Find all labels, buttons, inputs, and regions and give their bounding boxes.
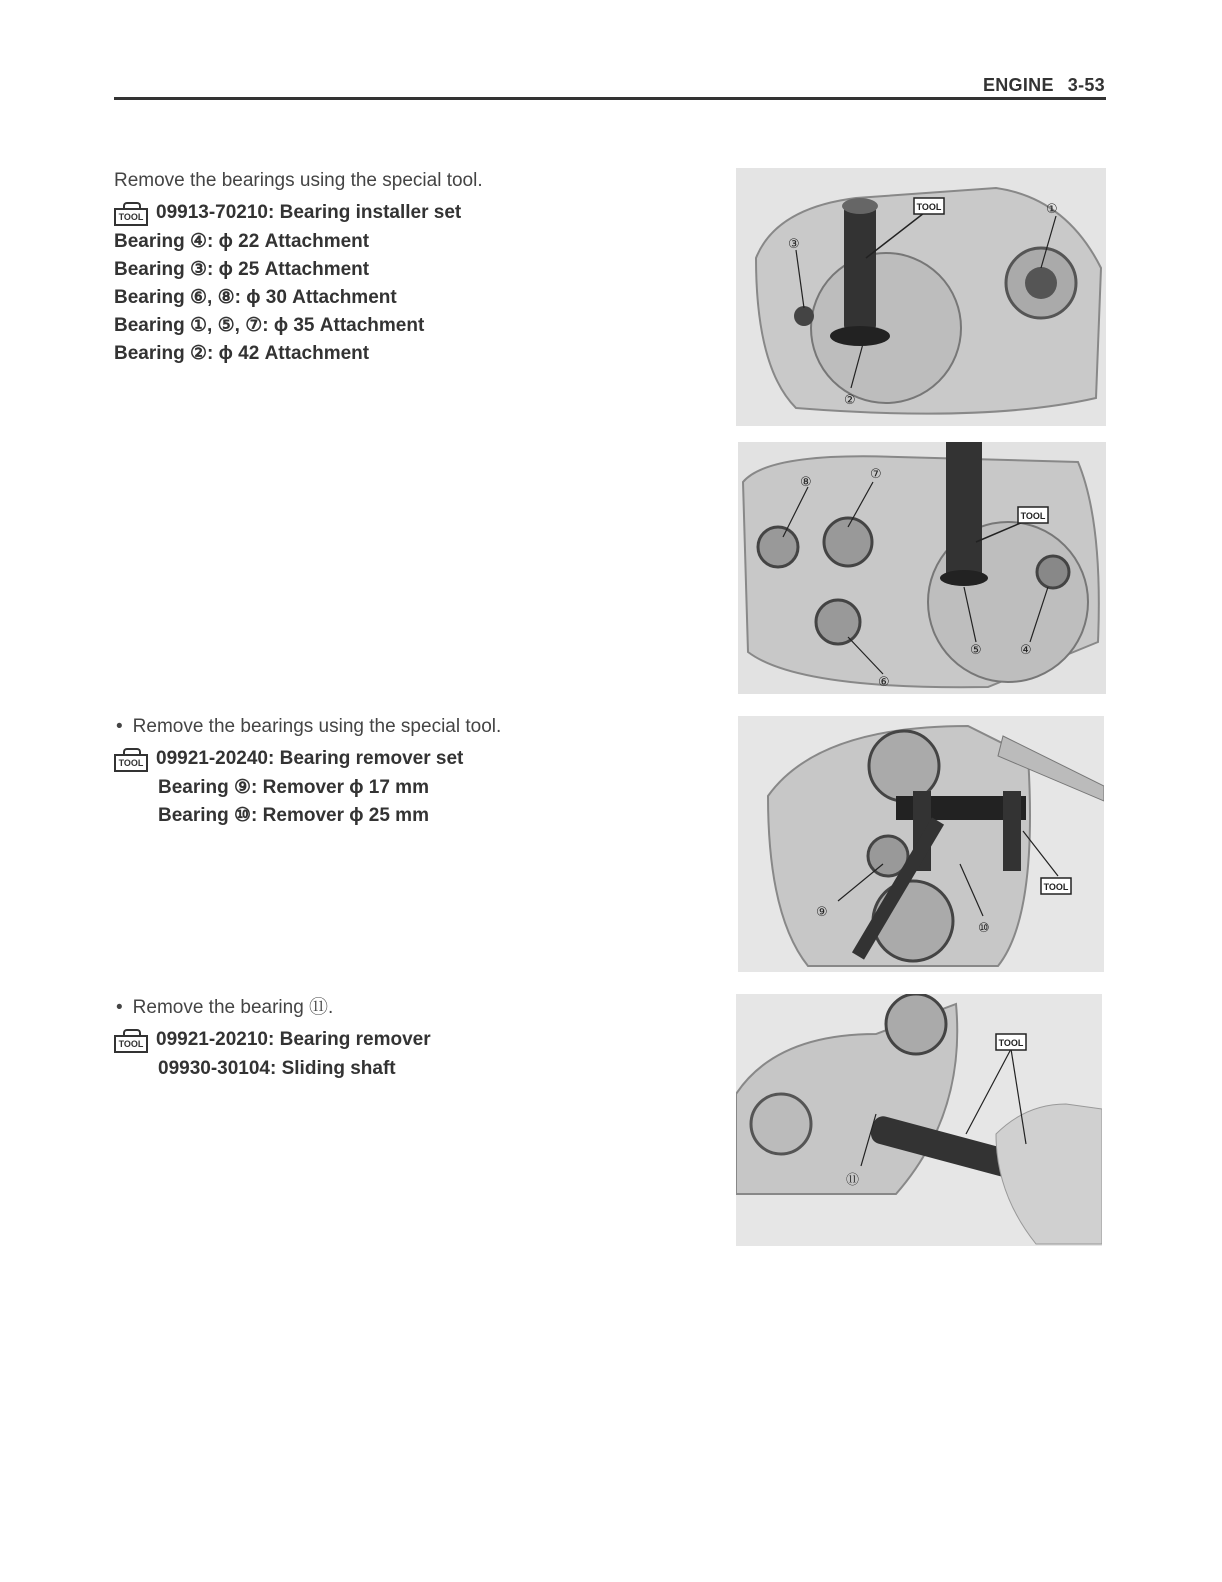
tool-icon: TOOL (114, 748, 148, 770)
header-rule (114, 97, 1106, 100)
bearing-line: Bearing ①, ⑤, ⑦: ϕ 35 Attachment (114, 315, 425, 336)
tool-name-2: 09930-30104: Sliding shaft (158, 1058, 396, 1079)
block-remover-set (114, 716, 501, 830)
tool-line (114, 748, 501, 770)
svg-text:TOOL: TOOL (998, 1038, 1024, 1048)
callout-2: ② (844, 393, 856, 408)
callout-6: ⑥ (878, 675, 890, 690)
tool-callout (914, 198, 944, 214)
bearing-line: Bearing ⑥, ⑧: ϕ 30 Attachment (114, 287, 397, 308)
tool-name: 09921-20240: Bearing remover set (156, 748, 464, 769)
callout-10: ⑩ (978, 921, 990, 936)
tool-icon: TOOL (114, 202, 148, 224)
tool-line (114, 202, 483, 224)
page-number: 3-53 (1067, 75, 1105, 95)
tool-callout (1018, 507, 1048, 523)
svg-text:TOOL: TOOL (1043, 882, 1069, 892)
tool-line (114, 1029, 431, 1051)
photo-bearing-remover (736, 994, 1102, 1246)
crankcase-photo (736, 994, 1102, 1246)
bearing-line: Bearing ⑩: Remover ϕ 25 mm (158, 805, 429, 826)
photo-remover-set (738, 716, 1104, 972)
callout-4: ④ (1020, 643, 1032, 658)
callout-5: ⑤ (970, 643, 982, 658)
bullet-instruction: • Remove the bearing ⑪. (114, 992, 431, 1019)
crankcase-photo (736, 168, 1106, 426)
tool-name: 09921-20210: Bearing remover (156, 1029, 431, 1050)
photo-installer-2 (738, 442, 1106, 694)
callout-9: ⑨ (816, 905, 828, 920)
callout-11: ⑪ (846, 1173, 860, 1188)
svg-text:TOOL: TOOL (1020, 511, 1046, 521)
block-bearing-remover (114, 992, 431, 1083)
tool-icon: TOOL (114, 1029, 148, 1051)
instruction-text: Remove the bearings using the special tool. (114, 170, 483, 191)
page-header (983, 75, 1105, 96)
bearing-line: Bearing ⑨: Remover ϕ 17 mm (158, 777, 429, 798)
callout-3: ③ (788, 237, 800, 252)
tool-callout (1041, 878, 1071, 894)
svg-text:TOOL: TOOL (916, 202, 942, 212)
callout-8: ⑧ (800, 475, 812, 490)
callout-7: ⑦ (870, 467, 882, 482)
section-title: ENGINE (982, 75, 1054, 95)
tool-name: 09913-70210: Bearing installer set (156, 202, 462, 223)
bearing-line: Bearing ②: ϕ 42 Attachment (114, 343, 370, 364)
tool-callout (996, 1034, 1026, 1050)
callout-1: ① (1046, 202, 1058, 217)
bearing-line: Bearing ③: ϕ 25 Attachment (114, 259, 370, 280)
photo-installer-1 (736, 168, 1106, 426)
bullet-instruction: • Remove the bearings using the special tool. (114, 716, 501, 738)
crankcase-photo (738, 716, 1104, 972)
crankcase-photo (738, 442, 1106, 694)
block-installer (114, 170, 483, 368)
bearing-line: Bearing ④: ϕ 22 Attachment (114, 231, 370, 252)
